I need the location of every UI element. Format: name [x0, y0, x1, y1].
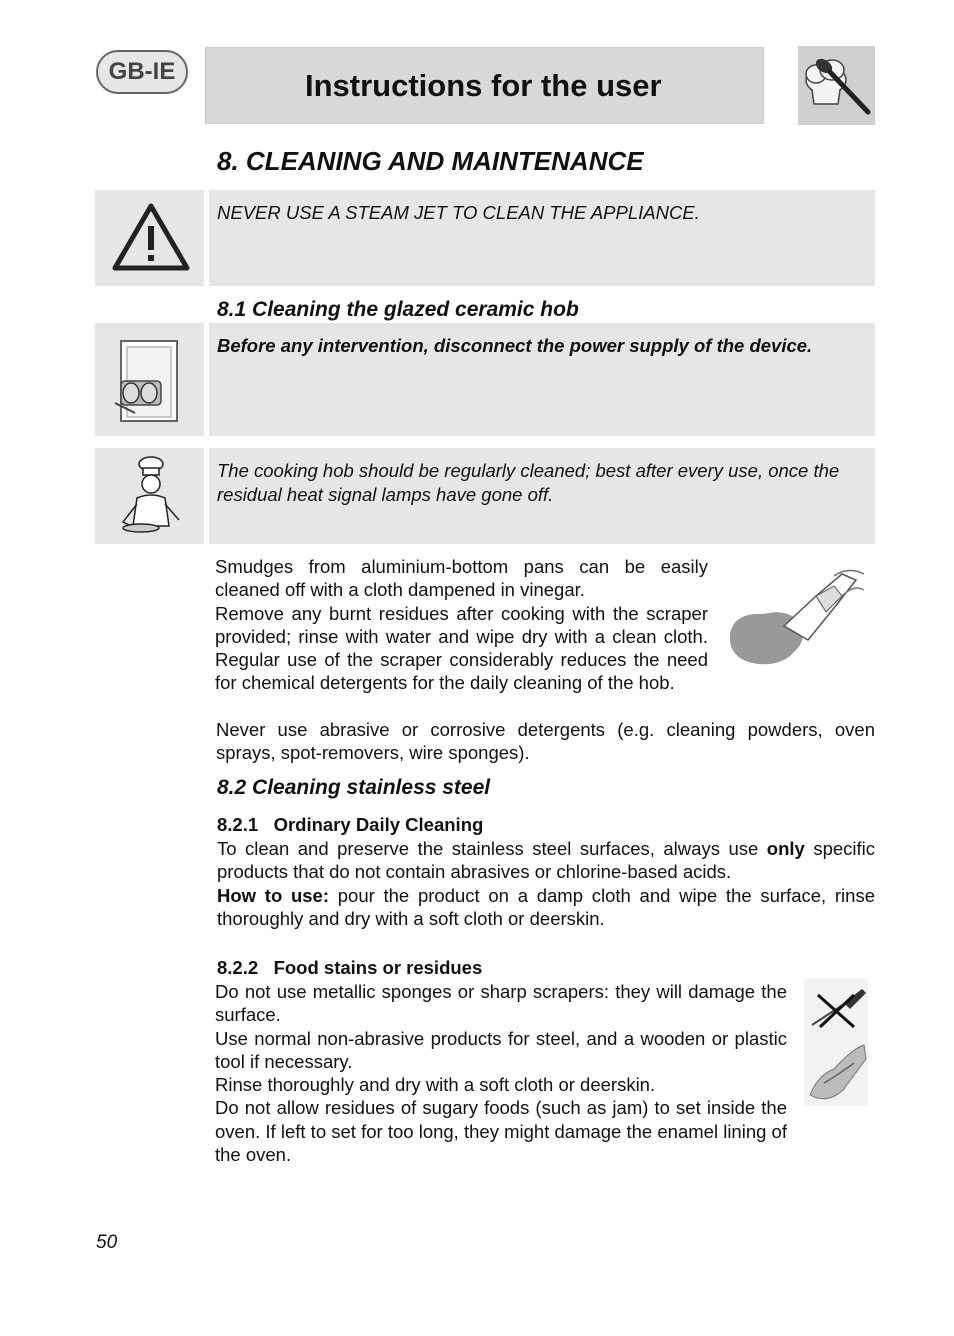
power-socket-icon: [95, 323, 204, 436]
chef-icon: [95, 448, 204, 544]
paragraph-rinse: Rinse thoroughly and dry with a soft cloth or deerskin.: [215, 1074, 656, 1096]
paragraph-sugary: Do not allow residues of sugary foods (such as jam) to set inside the oven. If left to set for too long, they might damage the enamel lining of the oven.: [215, 1097, 787, 1166]
hob-paragraphs: [215, 555, 708, 695]
food-stains-text: [215, 980, 787, 1166]
paragraph-non-abrasive: Use normal non-abrasive products for steel, and a wooden or plastic tool if necessary.: [215, 1027, 787, 1072]
scraper-icon: [724, 556, 867, 696]
no-sharp-tools-icon: [804, 979, 868, 1106]
power-icon-box: [95, 323, 204, 436]
heading-8-2-2: 8.2.2 Food stains or residues: [217, 957, 483, 978]
page-title: Instructions for the user: [205, 47, 764, 124]
warning-note: NEVER USE A STEAM JET TO CLEAN THE APPLIANCE.: [209, 190, 875, 286]
page-number: 50: [96, 1232, 118, 1253]
paragraph-no-metal: Do not use metallic sponges or sharp scrapers: they will damage the surface.: [215, 981, 787, 1026]
chef-icon-box: [95, 448, 204, 544]
section-heading: 8. CLEANING AND MAINTENANCE: [217, 146, 644, 176]
cleaning-note: The cooking hob should be regularly cleaned; best after every use, once the residual heat signal lamps have gone off.: [209, 448, 875, 544]
heading-8-2-1: 8.2.1 Ordinary Daily Cleaning: [217, 814, 484, 835]
chef-hat-spoon-icon: [798, 46, 875, 125]
power-note: Before any intervention, disconnect the power supply of the device.: [209, 323, 875, 436]
paragraph-scraper: Remove any burnt residues after cooking with the scraper provided; rinse with water and wipe dry with a clean cloth. Regular use of the scraper considerably reduces the need for chemical detergents for the daily cleaning of the hob.: [215, 602, 708, 694]
paragraph-products: To clean and preserve the stainless steel surfaces, always use only specific products that do not contain abrasives or chlorine-based acids.: [217, 838, 876, 883]
paragraph-how-to-use: How to use: pour the product on a damp cloth and wipe the surface, rinse thoroughly and dry with a soft cloth or deerskin.: [217, 884, 875, 929]
warning-icon-box: [95, 190, 204, 286]
daily-cleaning-text: [217, 837, 875, 930]
subsection-heading-8-2: 8.2 Cleaning stainless steel: [217, 776, 491, 799]
paragraph-detergents: Never use abrasive or corrosive detergents (e.g. cleaning powders, oven sprays, spot-removers, wire sponges).: [216, 719, 875, 764]
warning-triangle-icon: [95, 190, 204, 286]
subsection-heading-8-1: 8.1 Cleaning the glazed ceramic hob: [217, 298, 579, 321]
paragraph-smudges: Smudges from aluminium-bottom pans can be easily cleaned off with a cloth dampened in vinegar.: [215, 556, 708, 601]
region-badge: GB-IE: [96, 50, 188, 94]
